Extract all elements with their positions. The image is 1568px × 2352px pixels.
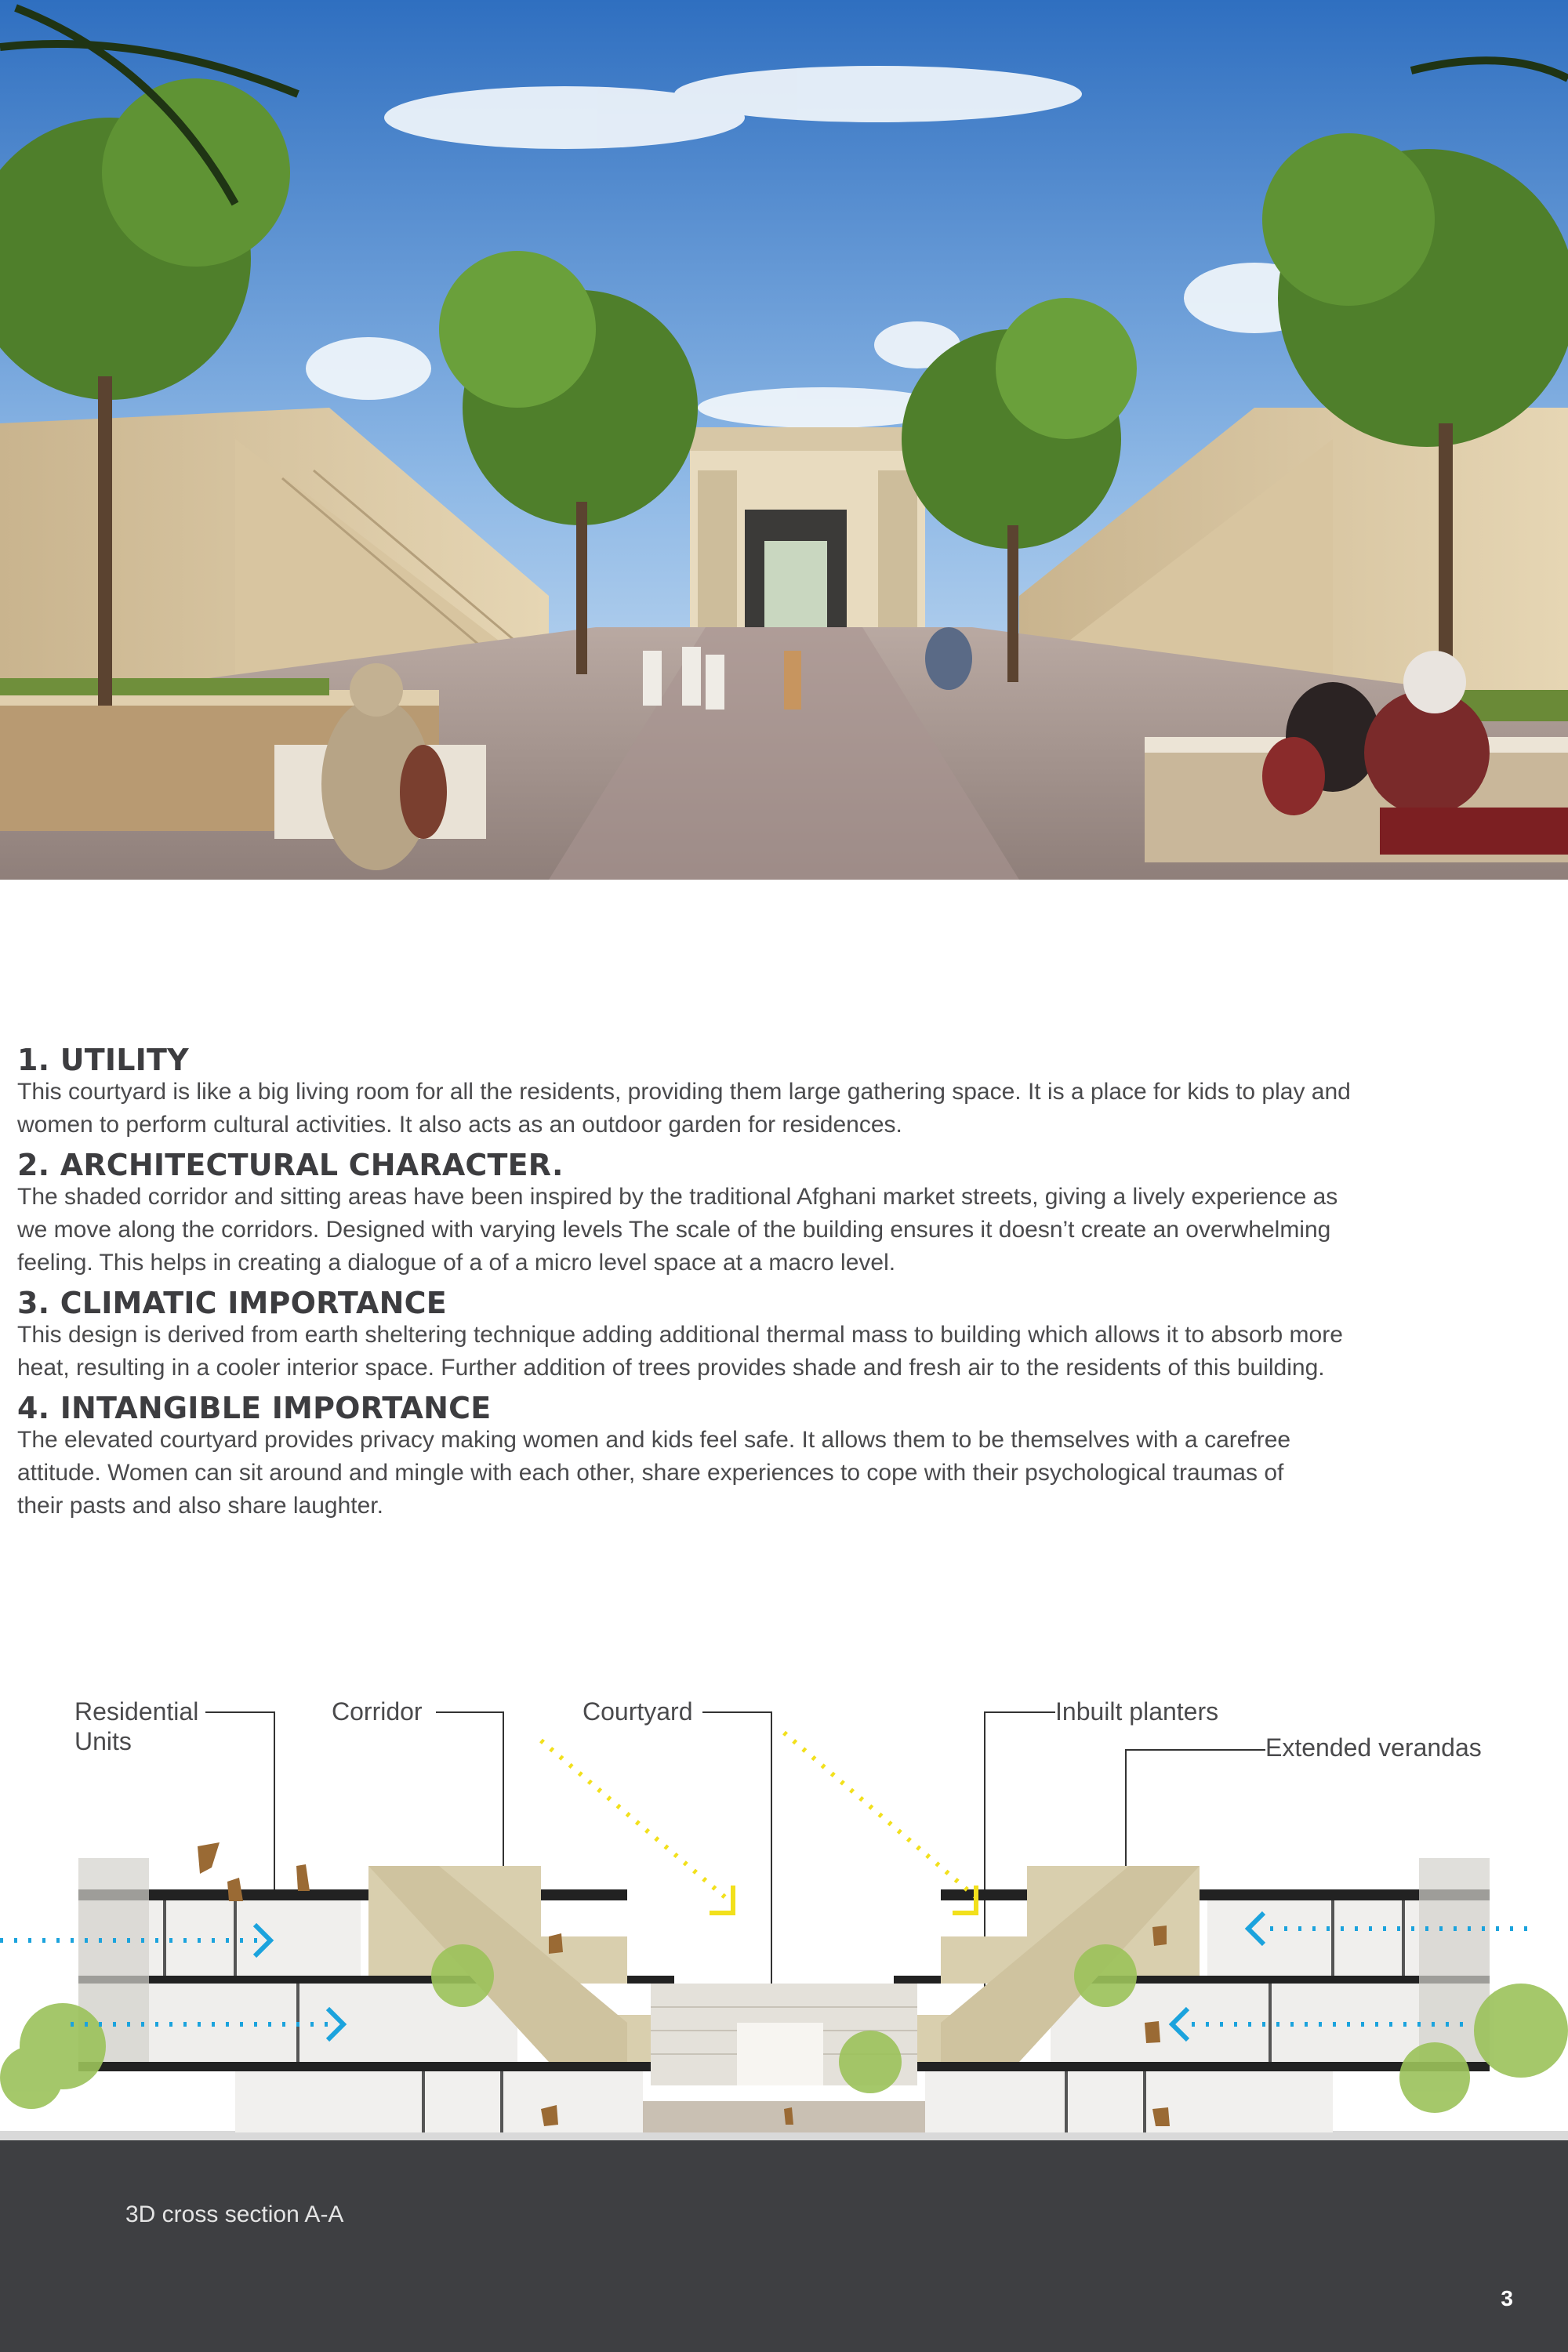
label-extended-verandas: Extended verandas — [1265, 1733, 1482, 1762]
label-line-1: Residential — [74, 1697, 199, 1726]
section-paragraph-line: we move along the corridors. Designed with varying levels The scale of the building ensures it doesn’t create an overwhelming — [17, 1217, 1331, 1243]
section-heading: 1. UTILITY — [17, 1043, 189, 1077]
sun-arrows — [541, 1733, 976, 1897]
page-number: 3 — [1501, 2286, 1513, 2310]
section-paragraph-line: The elevated courtyard provides privacy making women and kids feel safe. It allows them to be themselves with a carefree — [17, 1427, 1291, 1453]
section-paragraph-line: attitude. Women can sit around and mingle with each other, share experiences to cope with their psychological traumas of — [17, 1460, 1284, 1486]
label-courtyard: Courtyard — [583, 1697, 693, 1726]
section-paragraph-line: heat, resulting in a cooler interior space. Further addition of trees provides shade and fresh air to the residents of this building. — [17, 1355, 1325, 1381]
section-paragraph-line: This courtyard is like a big living room for all the residents, providing them large gathering space. It is a place for kids to play and — [17, 1079, 1351, 1105]
section-intangible-importance — [17, 1391, 1554, 1521]
cross-section-diagram — [0, 1686, 1568, 2140]
label-residential-units — [74, 1697, 198, 1756]
courtyard-render-image — [0, 0, 1568, 880]
figure-caption: 3D cross section A-A — [125, 2201, 344, 2227]
label-corridor: Corridor — [332, 1697, 423, 1726]
section-heading: 4. INTANGIBLE IMPORTANCE — [17, 1391, 492, 1425]
section-paragraph-line: their pasts and also share laughter. — [17, 1493, 383, 1519]
section-heading: 2. ARCHITECTURAL CHARACTER. — [17, 1148, 564, 1182]
section-utility — [17, 1043, 1554, 1145]
page-footer — [0, 2140, 1568, 2352]
section-heading: 3. CLIMATIC IMPORTANCE — [17, 1286, 447, 1320]
section-architectural-character — [17, 1148, 1554, 1283]
label-inbuilt-planters: Inbuilt planters — [1055, 1697, 1219, 1726]
label-line-2: Units — [74, 1727, 132, 1755]
section-paragraph-line: The shaded corridor and sitting areas have been inspired by the traditional Afghani market streets, giving a lively experience as — [17, 1184, 1338, 1210]
section-paragraph-line: This design is derived from earth sheltering technique adding additional thermal mass to building which allows it to absorb more — [17, 1322, 1343, 1348]
section-paragraph-line: women to perform cultural activities. It also acts as an outdoor garden for residences. — [17, 1112, 902, 1138]
section-climatic-importance — [17, 1286, 1554, 1388]
section-paragraph-line: feeling. This helps in creating a dialogue of a of a micro level space at a macro level. — [17, 1250, 896, 1276]
description-text-block — [17, 1043, 1554, 1524]
